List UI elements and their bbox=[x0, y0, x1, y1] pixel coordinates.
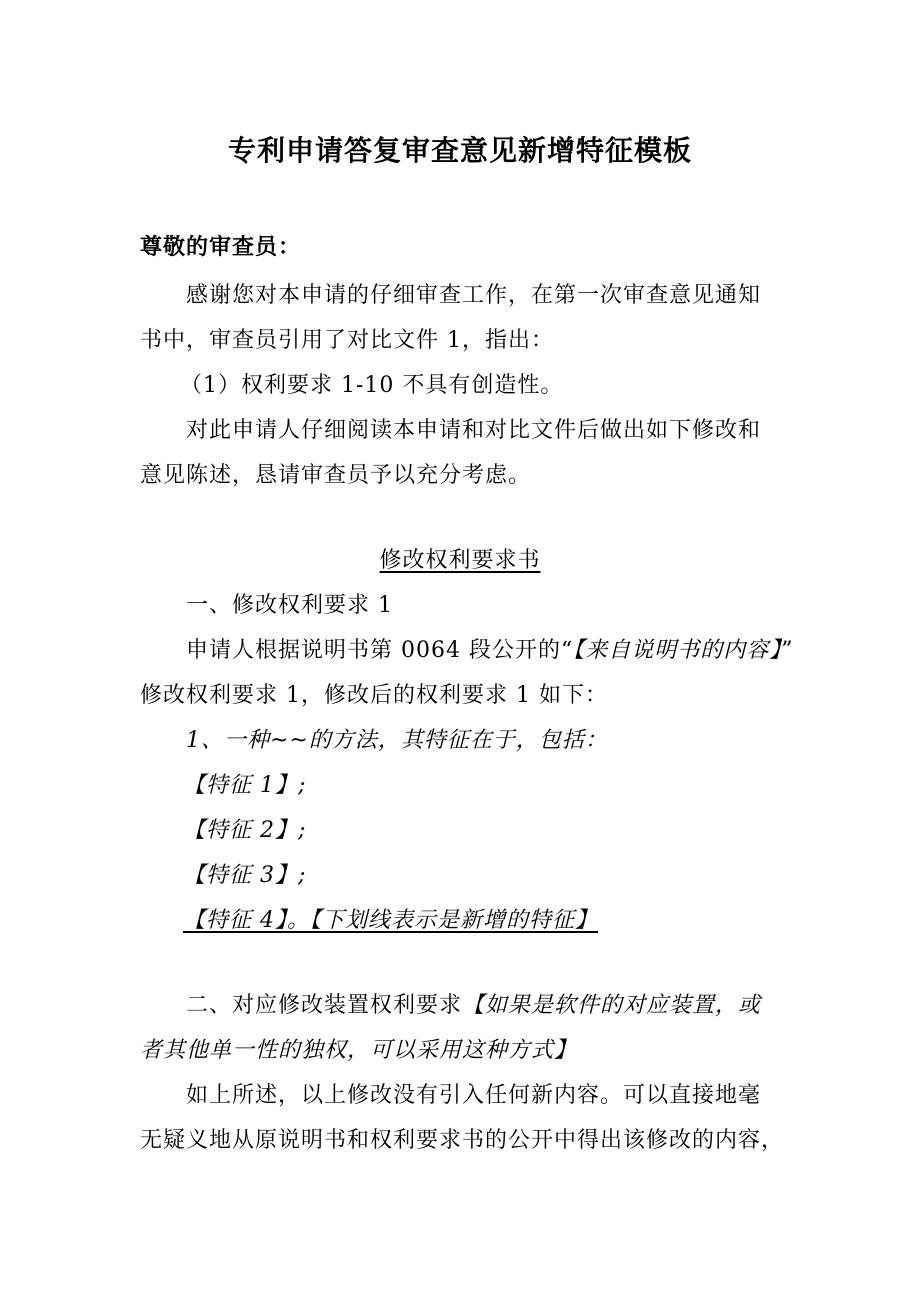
intro-line-1: 感谢您对本申请的仔细审查工作，在第一次审查意见通知 bbox=[186, 283, 762, 308]
part1-basis-placeholder: 【来自说明书的内容】 bbox=[573, 638, 782, 663]
intro-line-2: 书中，审查员引用了对比文件 1，指出： bbox=[140, 328, 554, 353]
part1-basis-line-2: 修改权利要求 1，修改后的权利要求 1 如下： bbox=[140, 683, 608, 708]
conclusion-line-2: 无疑义地从原说明书和权利要求书的公开中得出该修改的内容， bbox=[140, 1128, 785, 1153]
part2-heading-note-line-2: 者其他单一性的独权，可以采用这种方式】 bbox=[140, 1038, 578, 1063]
document-title: 专利申请答复审查意见新增特征模板 bbox=[227, 134, 692, 167]
response-line-2: 意见陈述，恳请审查员予以充分考虑。 bbox=[140, 463, 532, 488]
part1-basis-prefix: 申请人根据说明书第 0064 段公开的“ bbox=[186, 638, 574, 663]
part2-heading-note: 【如果是软件的对应装置，或 bbox=[462, 993, 762, 1018]
part2-heading-text: 二、对应修改装置权利要求 bbox=[186, 993, 463, 1018]
part1-basis-line bbox=[186, 635, 794, 667]
claim-feature-2: 【特征 2】; bbox=[183, 818, 307, 843]
conclusion-line-1: 如上所述，以上修改没有引入任何新内容。可以直接地毫 bbox=[186, 1083, 762, 1108]
claim-feature-4-line bbox=[183, 905, 598, 937]
claim-feature-3: 【特征 3】; bbox=[183, 863, 307, 888]
objection-item-1: （1）权利要求 1-10 不具有创造性。 bbox=[180, 373, 564, 398]
section-heading bbox=[0, 545, 920, 577]
salutation: 尊敬的审查员： bbox=[140, 235, 302, 260]
part1-heading: 一、修改权利要求 1 bbox=[186, 593, 393, 618]
claim-feature-1: 【特征 1】; bbox=[183, 773, 307, 798]
claim-feature-4-new: 【特征 4】。【下划线表示是新增的特征】 bbox=[183, 908, 598, 933]
section-heading-text: 修改权利要求书 bbox=[379, 548, 541, 573]
claim-1-intro: 1、一种~~的方法，其特征在于，包括： bbox=[186, 728, 608, 753]
response-line-1: 对此申请人仔细阅读本申请和对比文件后做出如下修改和 bbox=[186, 418, 762, 443]
part2-heading bbox=[186, 990, 761, 1022]
part1-basis-suffix: ” bbox=[781, 638, 794, 663]
